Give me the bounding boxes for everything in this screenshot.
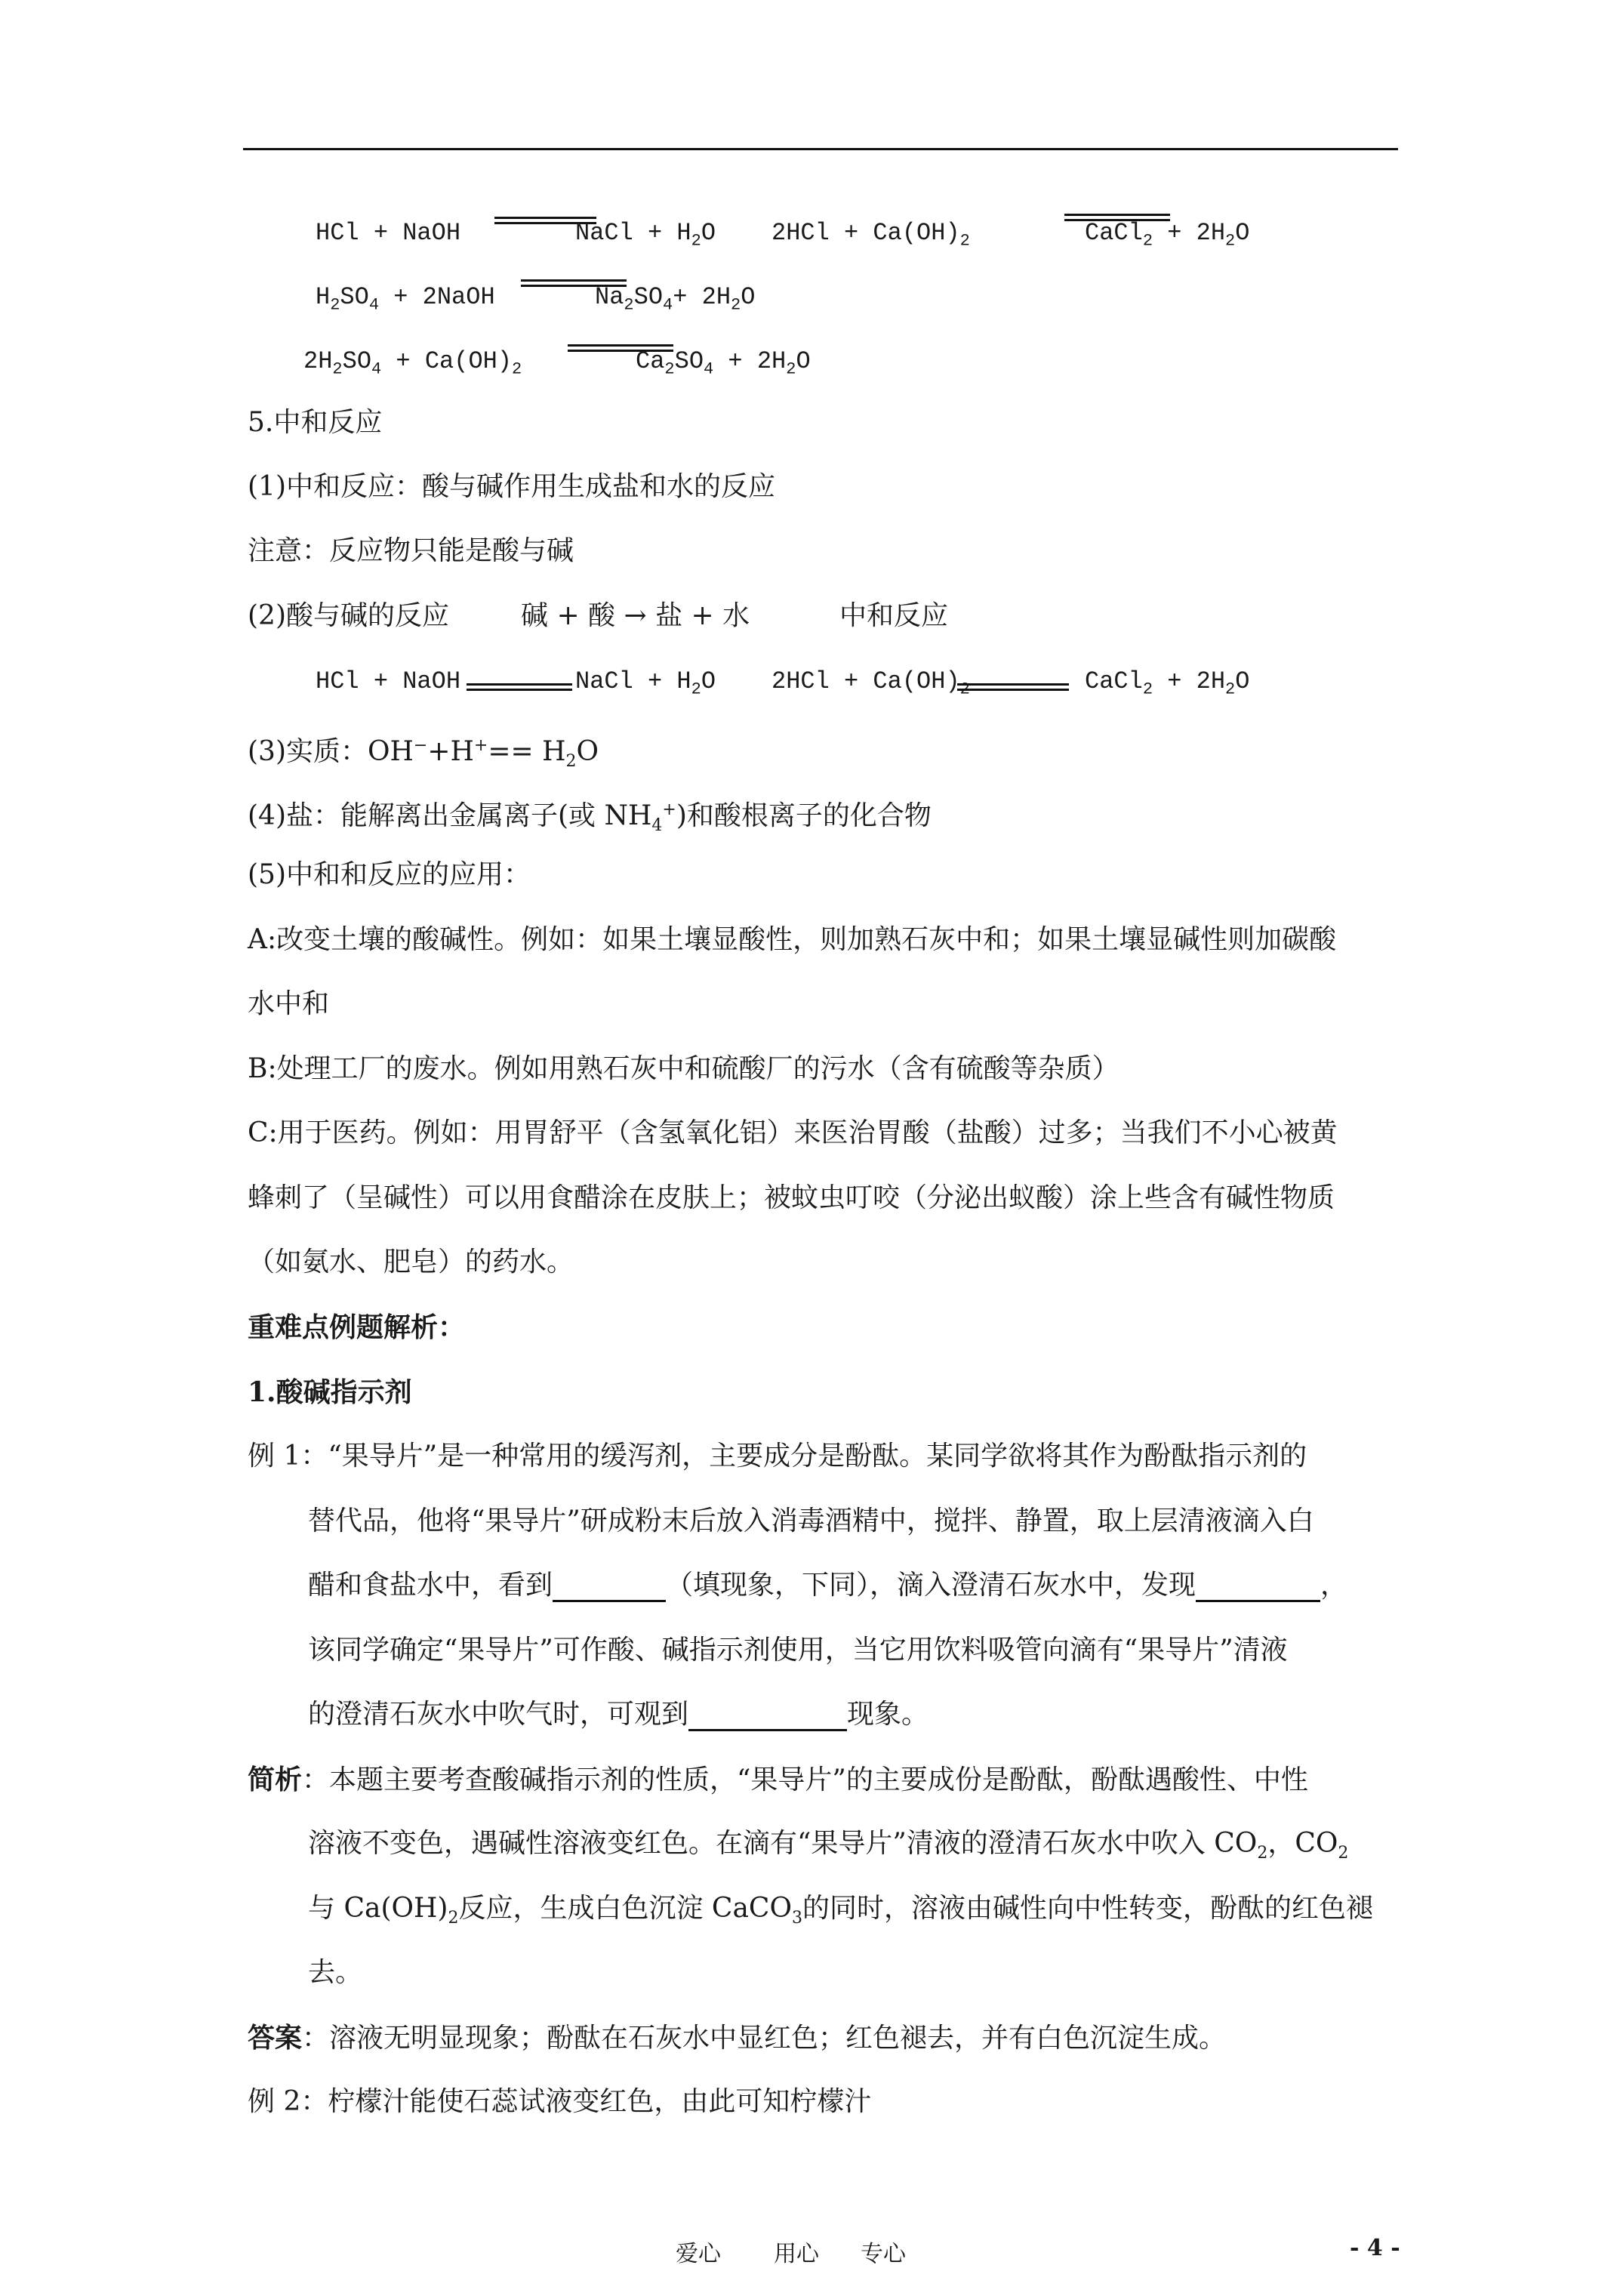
equation-product: CaCl$_2$ + $2H_2O$: [1085, 667, 1250, 699]
analysis-heading: 重难点例题解析：: [248, 1311, 466, 1343]
equation-hcl-naoh: HCl + NaOH: [316, 667, 461, 695]
analysis-text-cont: 溶液不变色，遇碱性溶液变红色。在滴有“果导片”清液的澄清石灰水中吹入 $CO_2$，$CO_2$: [308, 1828, 1349, 1863]
application-a: A:改变土壤的酸碱性。例如：如果土壤显酸性，则加熟石灰中和；如果土壤显碱性则加碳酸: [248, 924, 1337, 955]
application-c: C:用于医药。例如：用胃舒平（含氢氧化铝）来医治胃酸（盐酸）过多；当我们不小心被黄: [248, 1117, 1338, 1148]
example-1-cont: 醋和食盐水中，看到 （填现象，下同），滴入澄清石灰水中，发现 ，: [308, 1570, 1348, 1601]
salt-definition: (4)盐：能解离出金属离子(或 $NH_4^+$)和酸根离子的化合物: [248, 800, 932, 836]
essence: (3)实质：$OH^-+H^+== H_2O$: [248, 736, 599, 772]
equation-product: $Na_2SO_4+ 2H_2O$: [595, 283, 756, 315]
equation-product: NaCl + $H_2O$: [575, 667, 716, 699]
note: 注意：反应物只能是酸与碱: [248, 535, 574, 566]
example-1-cont: 的澄清石灰水中吹气时，可观到 现象。: [308, 1699, 929, 1730]
application-c-cont: 蜂刺了（呈碱性）可以用食醋涂在皮肤上；被蚊虫叮咬（分泌出蚁酸）涂上些含有碱性物质: [248, 1182, 1335, 1213]
example-2: 例 2：柠檬汁能使石蕊试液变红色，由此可知柠檬汁: [248, 2086, 872, 2117]
footer-word: 爱心: [676, 2241, 721, 2267]
analysis-text-cont: 与 $Ca(OH)_2$反应，生成白色沉淀 CaCO$_3$的同时，溶液由碱性向中性转变，酚酞的红色褪: [308, 1893, 1373, 1928]
equation-hcl-naoh: HCl + NaOH: [316, 219, 461, 247]
reaction-heading: (2)酸与碱的反应: [248, 600, 449, 631]
equation-product: $Ca_2SO_4 + 2H_2O$: [636, 347, 811, 379]
application-b: B:处理工厂的废水。例如用熟石灰中和硫酸厂的污水（含有硫酸等杂质）: [248, 1053, 1119, 1084]
application-a-cont: 水中和: [248, 988, 330, 1019]
answer-blank[interactable]: [553, 1574, 666, 1602]
header-rule: [243, 148, 1398, 150]
answer: 答案：溶液无明显现象；酚酞在石灰水中显红色；红色褪去，并有白色沉淀生成。: [248, 2022, 1227, 2054]
reaction-type: 中和反应: [839, 600, 949, 631]
section-title: 5.中和反应: [248, 407, 383, 438]
equation-product: CaCl$_2$ + $2H_2O$: [1085, 219, 1250, 251]
application-c-cont: （如氨水、肥皂）的药水。: [248, 1247, 574, 1277]
analysis-text: 简析：本题主要考查酸碱指示剂的性质，“果导片”的主要成份是酚酞，酚酞遇酸性、中性: [248, 1764, 1308, 1795]
equals-sign: [957, 683, 1069, 691]
equation-hcl-caoh2: $2HCl + Ca(OH)_2$: [771, 219, 970, 251]
example-1-cont: 替代品，他将“果导片”研成粉末后放入消毒酒精中，搅拌、静置，取上层清液滴入白: [308, 1505, 1314, 1536]
word-equation: 碱 + 酸 → 盐 + 水: [521, 600, 750, 631]
answer-blank[interactable]: [1196, 1574, 1320, 1602]
equation-h2so4-caoh2: $2H_2SO_4 + Ca(OH)_2$: [303, 347, 522, 379]
example-1: 例 1：“果导片”是一种常用的缓泻剂，主要成分是酚酞。某同学欲将其作为酚酞指示剂的: [248, 1441, 1307, 1472]
footer-word: 用心: [774, 2241, 819, 2267]
answer-blank[interactable]: [688, 1703, 847, 1731]
equals-sign: [467, 683, 572, 691]
applications-heading: (5)中和和反应的应用：: [248, 859, 531, 890]
equation-hcl-caoh2: $2HCl + Ca(OH)_2$: [771, 667, 970, 699]
analysis-text-cont: 去。: [308, 1957, 363, 1988]
page-number: - 4 -: [1350, 2235, 1400, 2261]
footer-word: 专心: [861, 2241, 906, 2267]
equation-h2so4-naoh: $H_2SO_4$ + 2NaOH: [316, 283, 495, 315]
subsection-title: 1.酸碱指示剂: [248, 1376, 412, 1408]
definition: (1)中和反应：酸与碱作用生成盐和水的反应: [248, 471, 775, 502]
example-1-cont: 该同学确定“果导片”可作酸、碱指示剂使用，当它用饮料吸管向滴有“果导片”清液: [308, 1635, 1288, 1666]
equation-product: NaCl + $H_2O$: [575, 219, 716, 251]
